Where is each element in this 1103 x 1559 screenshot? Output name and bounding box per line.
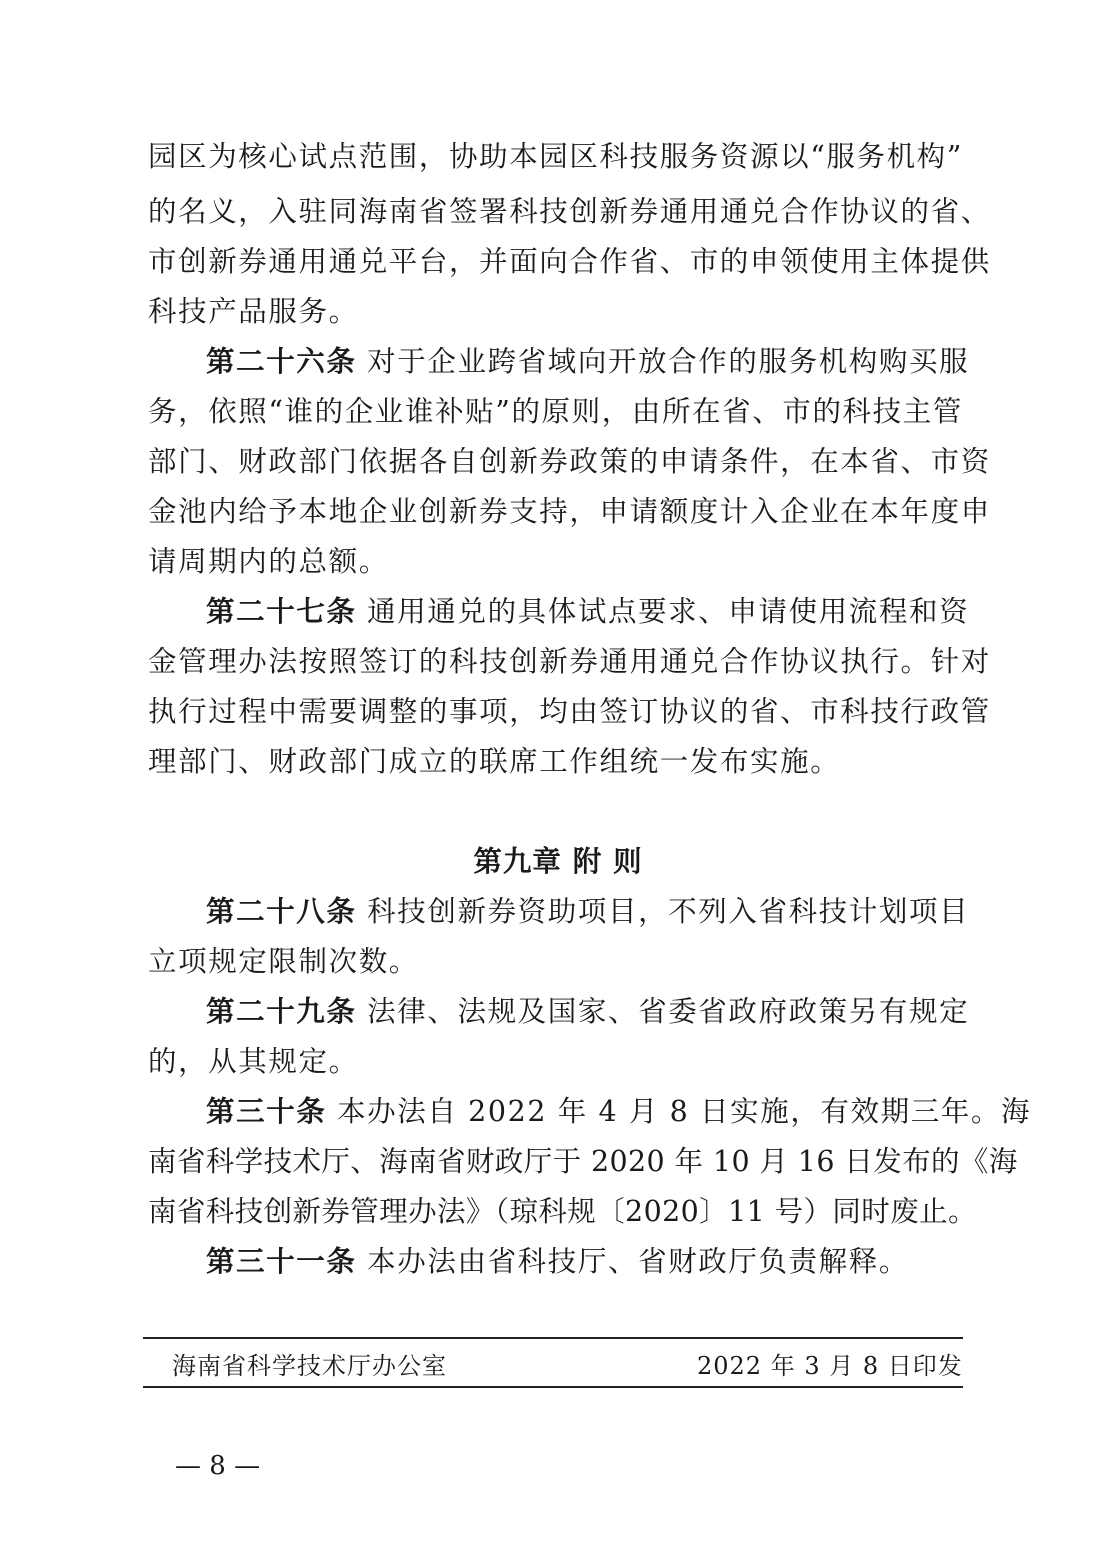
article-text: 法律、法规及国家、省委省政府政策另有规定	[356, 995, 970, 1028]
article-30	[206, 1087, 1031, 1137]
footer-bottom-rule	[143, 1386, 963, 1388]
article-text: 科技创新券资助项目，不列入省科技计划项目	[356, 895, 970, 928]
article-31	[206, 1237, 909, 1287]
text-line: 市创新券通用通兑平台，并面向合作省、市的申领使用主体提供	[148, 245, 991, 278]
text-line: 金管理办法按照签订的科技创新券通用通兑合作协议执行。针对	[148, 645, 991, 678]
text-line: 理部门、财政部门成立的联席工作组统一发布实施。	[148, 745, 841, 778]
article-title: 第三十一条	[206, 1245, 357, 1278]
article-title: 第二十八条	[206, 895, 357, 928]
text-line: 的，从其规定。	[148, 1045, 359, 1078]
text-line: 执行过程中需要调整的事项，均由签订协议的省、市科技行政管	[148, 695, 991, 728]
text-line: 园区为核心试点范围，协助本园区科技服务资源以“服务机构”	[148, 140, 963, 173]
text-line: 金池内给予本地企业创新券支持，申请额度计入企业在本年度申	[148, 495, 991, 528]
chapter-heading: 第九章 附 则	[473, 845, 643, 878]
article-title: 第二十七条	[206, 595, 357, 628]
footer-top-rule	[143, 1337, 963, 1339]
text-line: 务，依照“谁的企业谁补贴”的原则，由所在省、市的科技主管	[148, 395, 963, 428]
text-line: 立项规定限制次数。	[148, 945, 419, 978]
article-text: 对于企业跨省域向开放合作的服务机构购买服	[356, 345, 970, 378]
article-27	[206, 587, 969, 637]
text-line: 南省科技创新券管理办法》（琼科规〔2020〕11 号）同时废止。	[148, 1195, 977, 1228]
footer-issuer: 海南省科学技术厅办公室	[172, 1352, 447, 1380]
text-line: 部门、财政部门依据各自创新券政策的申请条件，在本省、市资	[148, 445, 991, 478]
article-title: 第三十条	[206, 1095, 327, 1128]
article-text: 本办法由省科技厅、省财政厅负责解释。	[356, 1245, 909, 1278]
article-28	[206, 887, 969, 937]
text-line: 南省科学技术厅、海南省财政厅于 2020 年 10 月 16 日发布的《海	[148, 1145, 1018, 1178]
page-number: — 8 —	[175, 1451, 261, 1481]
text-line: 科技产品服务。	[148, 295, 359, 328]
article-29	[206, 987, 969, 1037]
article-text: 通用通兑的具体试点要求、申请使用流程和资	[356, 595, 970, 628]
footer-date: 2022 年 3 月 8 日印发	[697, 1352, 963, 1380]
article-title: 第二十六条	[206, 345, 357, 378]
text-line: 请周期内的总额。	[148, 545, 389, 578]
article-26	[206, 337, 969, 387]
article-text: 本办法自 2022 年 4 月 8 日实施，有效期三年。海	[326, 1095, 1032, 1128]
text-line: 的名义，入驻同海南省签署科技创新券通用通兑合作协议的省、	[148, 195, 991, 228]
article-title: 第二十九条	[206, 995, 357, 1028]
